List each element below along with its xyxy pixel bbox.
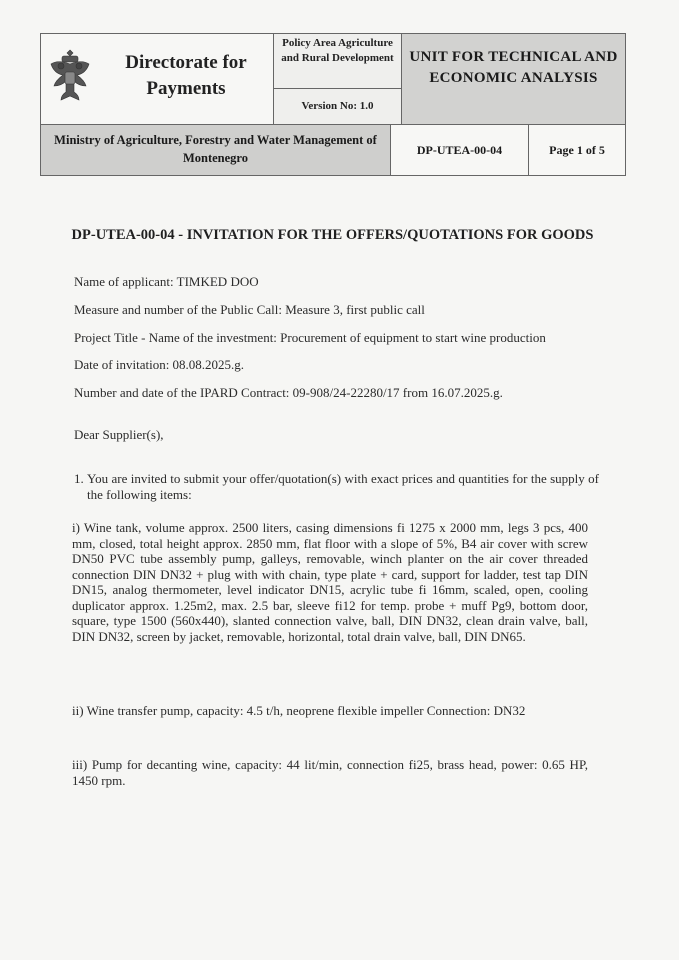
version-cell xyxy=(273,88,402,125)
contract-field: Number and date of the IPARD Contract: 09-908/24-22280/17 from 16.07.2025.g. xyxy=(74,385,503,400)
list-item: iii) Pump for decanting wine, capacity: 44 lit/min, connection fi25, brass head, power: 0.65 HP, 1450 rpm. xyxy=(72,757,588,788)
version-text: Version No: 1.0 xyxy=(301,100,374,112)
list-item: i) Wine tank, volume approx. 2500 liters, casing dimensions fi 1275 x 2000 mm, legs 3 pcs, 400 mm, closed, total height approx. 2850 mm, flat floor with a slope of 5%, B4 air cover with screw DN50 PVC tube assembly pump, galleys, removable, winch planter on the air cover threaded connection DIN DN32 + plug with with chain, type plate + card, support for ladder, test tap DIN DN15, analog thermometer, level indicator DN15, acrylic tube fi 16mm, scaled, open, cooling duplicator approx. 1.25m2, max. 2.5 bar, sleeve fi12 for temp. probe + muff Pg9, bottom door, square, type 1500 (560x440), slanted connection valve, ball, DIN DN32, clean drain valve, ball, DIN DN32, screen by jacket, removable, horizontal, total drain valve, ball, DIN DN65. xyxy=(72,520,588,644)
montenegro-coat-of-arms-icon xyxy=(47,48,93,104)
doc-code-cell xyxy=(390,124,529,176)
applicant-field: Name of applicant: TIMKED DOO xyxy=(74,274,259,289)
directorate-cell xyxy=(40,33,274,125)
page-number-text: Page 1 of 5 xyxy=(549,143,605,157)
directorate-title: Directorate for Payments xyxy=(125,52,247,99)
greeting: Dear Supplier(s), xyxy=(74,427,164,442)
project-field: Project Title - Name of the investment: Procurement of equipment to start wine production xyxy=(74,330,546,345)
unit-title: UNIT FOR TECHNICAL AND ECONOMIC ANALYSIS xyxy=(409,49,618,86)
ministry-text: Ministry of Agriculture, Forestry and Water Management of Montenegro xyxy=(54,133,377,165)
policy-area-cell xyxy=(273,33,402,89)
list-number: 1. xyxy=(74,471,84,486)
list-item: ii) Wine transfer pump, capacity: 4.5 t/h, neoprene flexible impeller Connection: DN32 xyxy=(72,703,526,718)
measure-field: Measure and number of the Public Call: Measure 3, first public call xyxy=(74,302,425,317)
unit-cell xyxy=(401,33,626,125)
ministry-cell xyxy=(40,124,391,176)
document-title: DP-UTEA-00-04 - INVITATION FOR THE OFFERS/QUOTATIONS FOR GOODS xyxy=(71,227,594,243)
doc-code-text: DP-UTEA-00-04 xyxy=(416,143,503,157)
policy-area-text: Policy Area Agriculture and Rural Development xyxy=(281,37,394,64)
date-field: Date of invitation: 08.08.2025.g. xyxy=(74,357,245,372)
header-table xyxy=(40,33,626,176)
list-intro xyxy=(74,471,599,503)
list-intro-text: You are invited to submit your offer/quotation(s) with exact prices and quantities for the supply of the following items: xyxy=(87,471,599,502)
page-number-cell xyxy=(528,124,626,176)
